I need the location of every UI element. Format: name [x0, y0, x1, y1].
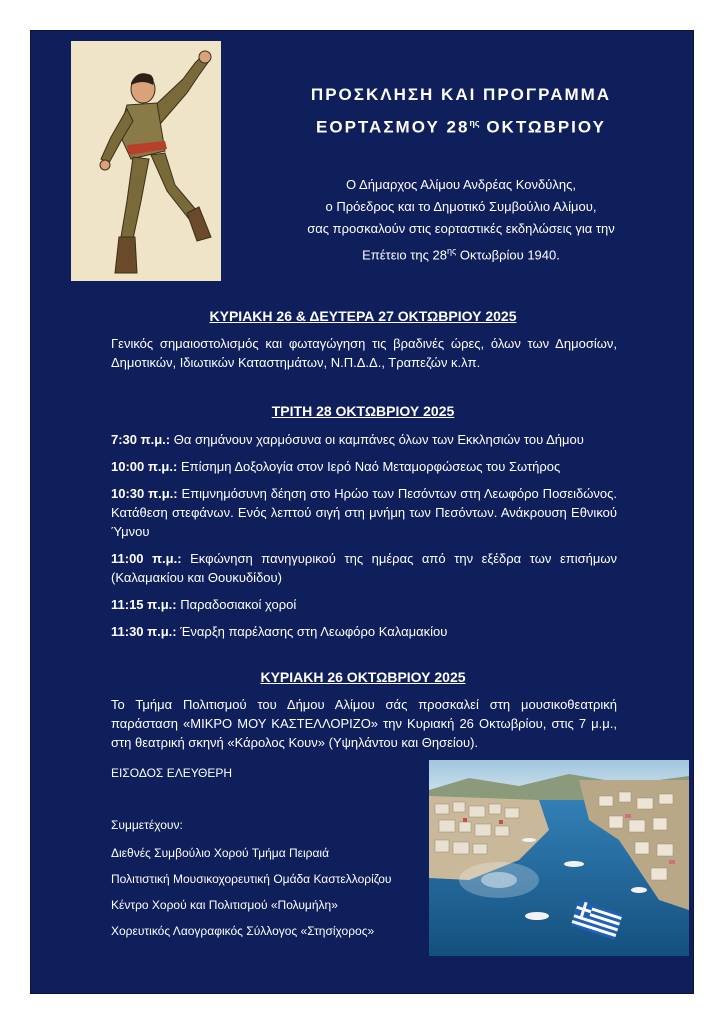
participant-item: Κέντρο Χορού και Πολιτισμού «Πολυμήλη» [111, 898, 338, 912]
free-entry-note: ΕΙΣΟΔΟΣ ΕΛΕΥΘΕΡΗ [111, 766, 233, 780]
section3-heading: ΚΥΡΙΑΚΗ 26 ΟΚΤΩΒΡΙΟΥ 2025 [260, 669, 466, 685]
section1-text: Γενικός σημαιοστολισμός και φωταγώγηση τις βραδινές ώρες, όλων των Δημοσίων, Δημοτικών, Ιδιωτικών Καταστημάτων, Ν.Π.Δ.Δ., Τραπεζών κ.λπ. [111, 336, 617, 370]
participants-label: Συμμετέχουν: [111, 818, 183, 832]
event-item: 11:30 π.μ.: Έναρξη παρέλασης στη Λεωφόρο Καλαμακίου [111, 624, 448, 639]
event-item: 10:00 π.μ.: Επίσημη Δοξολογία στον Ιερό Ναό Μεταμορφώσεως του Σωτήρος [111, 459, 561, 474]
kastellorizo-harbour-photo [429, 760, 689, 956]
event-item: 11:15 π.μ.: Παραδοσιακοί χοροί [111, 597, 297, 612]
soldier-illustration [71, 41, 221, 281]
invitation-page [30, 30, 694, 994]
participant-item: Διεθνές Συμβούλιο Χορού Τμήμα Πειραιά [111, 846, 330, 860]
intro-text: Ο Δήμαρχος Αλίμου Ανδρέας Κονδύλης, ο Πρόεδρος και το Δημοτικό Συμβούλιο Αλίμου, σας προσκαλούν στις εορταστικές εκδηλώσεις για την Επέτειο της $28^{\eta\varsigma}$ Οκτωβρίου 1940. [307, 177, 615, 263]
section2-heading: ΤΡΙΤΗ 28 ΟΚΤΩΒΡΙΟΥ 2025 [271, 403, 455, 419]
page-title: ΠΡΟΣΚΛΗΣΗ ΚΑΙ ΠΡΟΓΡΑΜΜΑ ΕΟΡΤΑΣΜΟΥ $28^{\eta\varsigma}$ ΟΚΤΩΒΡΙΟΥ [310, 85, 612, 137]
participant-item: Πολιτιστική Μουσικοχορευτική Ομάδα Καστελλορίζου [111, 872, 392, 886]
event-item: 7:30 π.μ.: Θα σημάνουν χαρμόσυνα οι καμπάνες όλων των Εκκλησιών του Δήμου [111, 432, 584, 447]
event-item: 11:00 π.μ.: Εκφώνηση πανηγυρικού της ημέρας από την εξέδρα των επισήμων (Καλαμακίου και Θουκυδίδου) [111, 551, 617, 585]
section1-heading: ΚΥΡΙΑΚΗ 26 & ΔΕΥΤΕΡΑ 27 ΟΚΤΩΒΡΙΟΥ 2025 [209, 308, 517, 324]
participant-item: Χορευτικός Λαογραφικός Σύλλογος «Στησίχορος» [111, 924, 375, 938]
event-item: 10:30 π.μ.: Επιμνημόσυνη δέηση στο Ηρώο των Πεσόντων στη Λεωφόρο Ποσειδώνος. Κατάθεση στεφάνων. Ενός λεπτού σιγή στη μνήμη των Πεσόντων. Ανάκρουση Εθνικού Ύμνου [111, 486, 618, 539]
section3-text: Το Τμήμα Πολιτισμού του Δήμου Αλίμου σάς προσκαλεί στη μουσικοθεατρική παράσταση «ΜΙΚΡΟ ΜΟΥ ΚΑΣΤΕΛΛΟΡΙΖΟ» την Κυριακή 26 Οκτωβρίου, στις 7 μ.μ., στη θεατρική σκηνή «Κάρολος Κουν» (Υψηλάντου και Θησείου). [111, 697, 617, 750]
